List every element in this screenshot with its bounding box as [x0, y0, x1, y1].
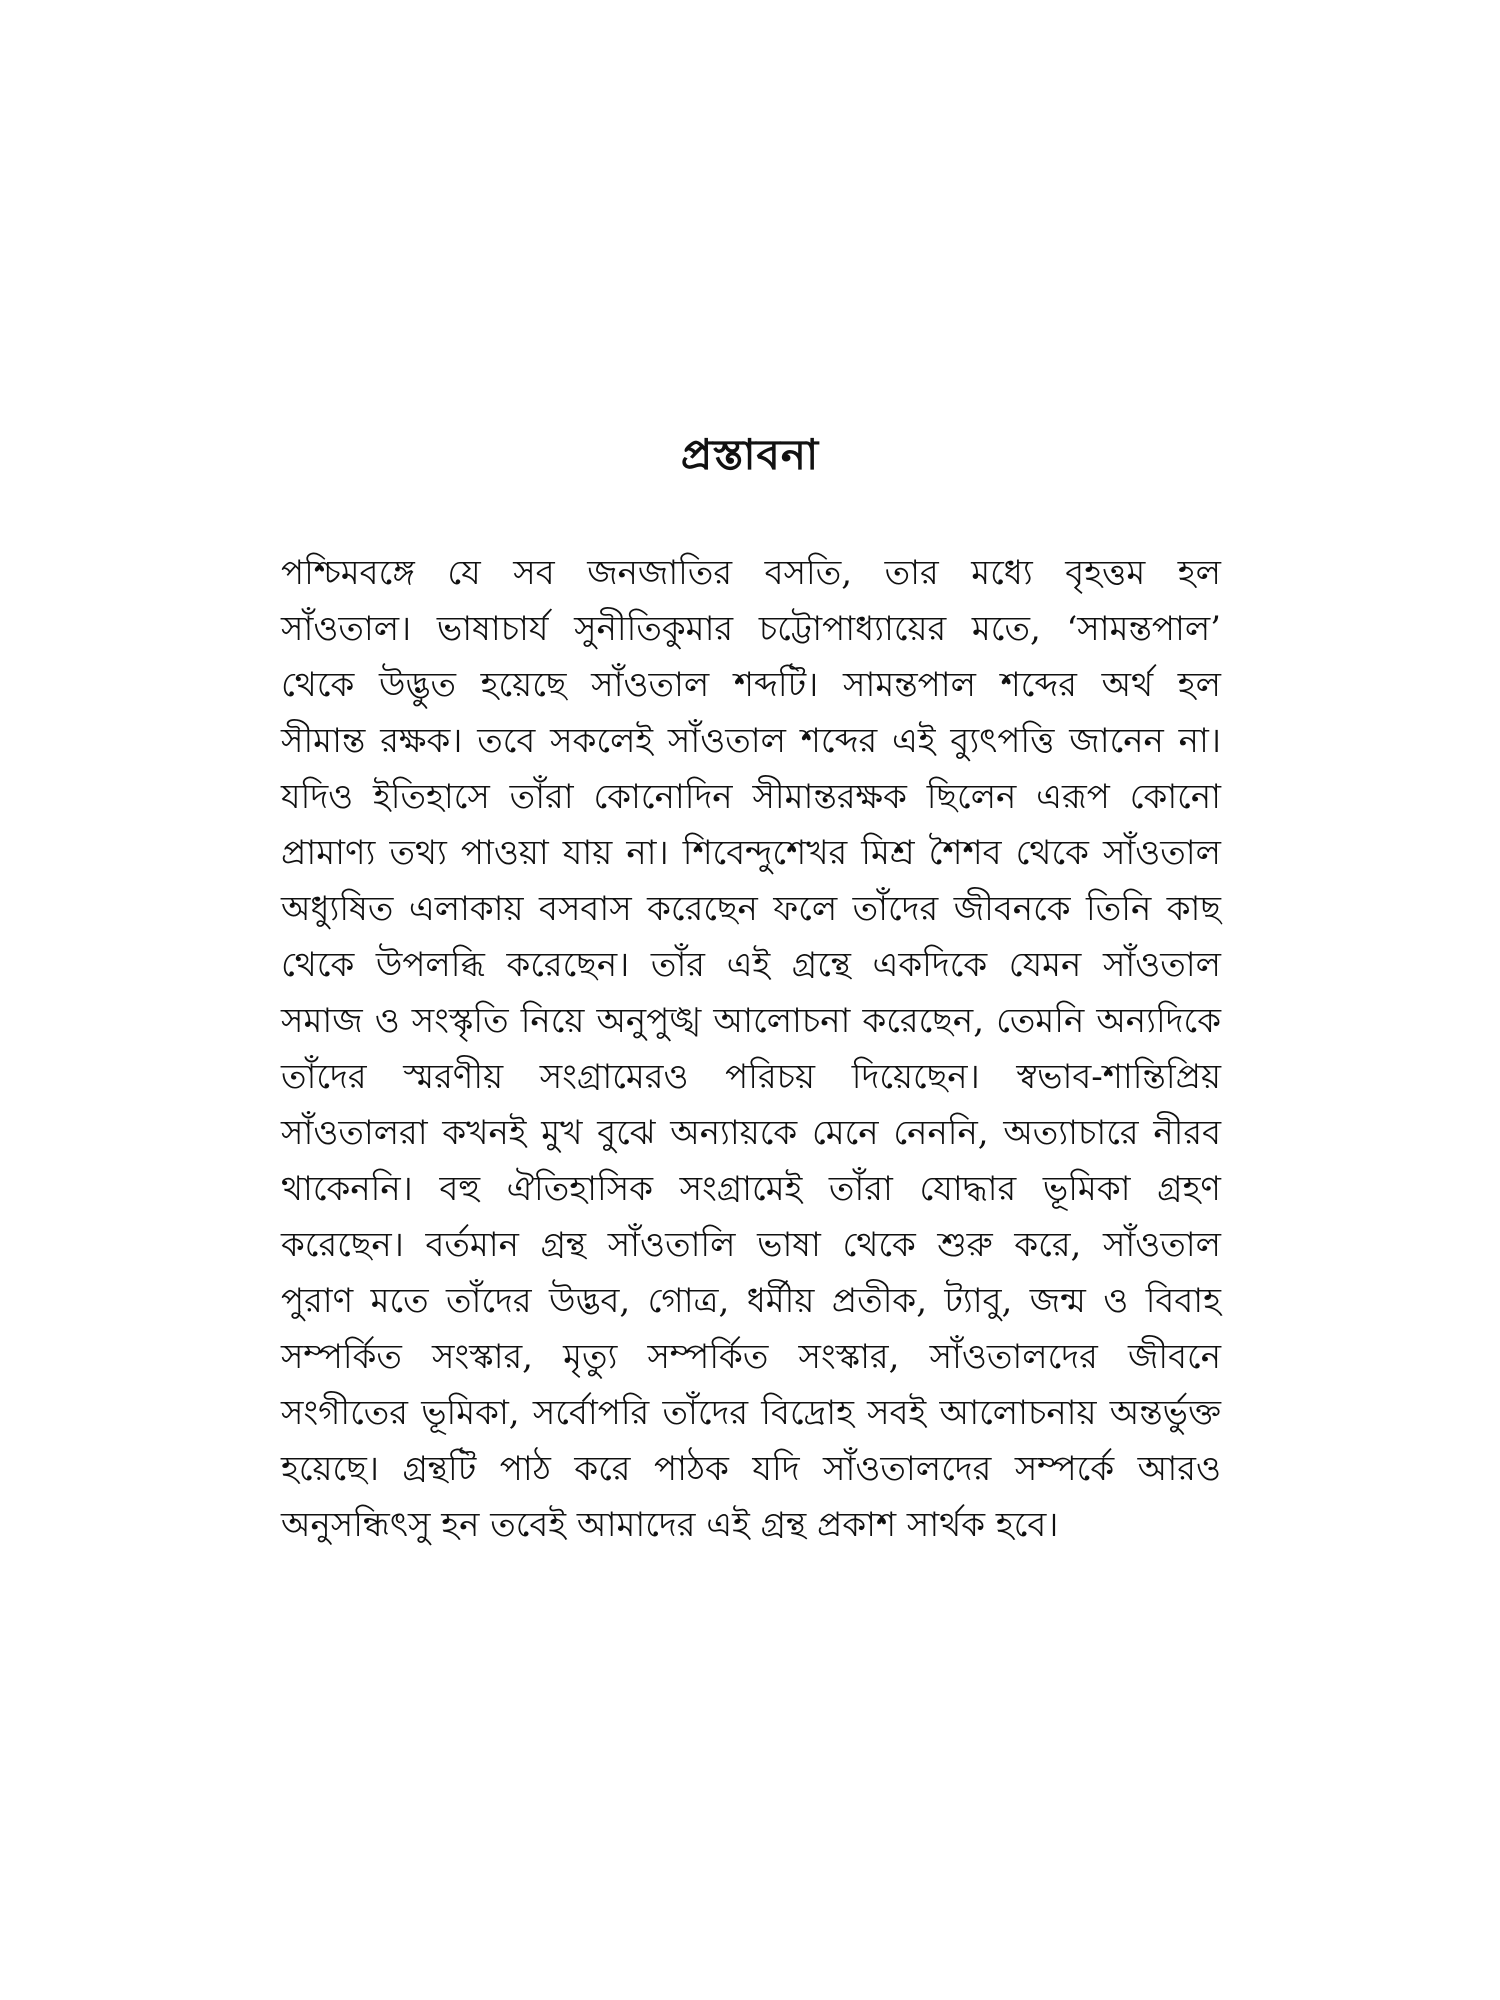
paragraph-line: অধ্যুষিত এলাকায় বসবাস করেছেন ফলে তাঁদের জীবনকে তিনি কাছ	[281, 889, 1221, 929]
paragraph-line: সীমান্ত রক্ষক। তবে সকলেই সাঁওতাল শব্দের এই ব্যুৎপত্তি জানেন না।	[281, 721, 1221, 761]
paragraph-line: থাকেননি। বহু ঐতিহাসিক সংগ্রামেই তাঁরা যোদ্ধার ভূমিকা গ্রহণ	[281, 1169, 1221, 1209]
paragraph-line: থেকে উদ্ভুত হয়েছে সাঁওতাল শব্দটি। সামন্তপাল শব্দের অর্থ হল	[281, 665, 1221, 705]
paragraph-line: অনুসন্ধিৎসু হন তবেই আমাদের এই গ্রন্থ প্রকাশ সার্থক হবে।	[281, 1505, 1059, 1545]
paragraph-line: সমাজ ও সংস্কৃতি নিয়ে অনুপুঙ্খ আলোচনা করেছেন, তেমনি অন্যদিকে	[281, 1001, 1221, 1041]
paragraph-line: সাঁওতাল। ভাষাচার্য সুনীতিকুমার চট্টোপাধ্যায়ের মতে, ‘সামন্তপাল’	[281, 609, 1221, 649]
paragraph-line: প্রামাণ্য তথ্য পাওয়া যায় না। শিবেন্দুশেখর মিশ্র শৈশব থেকে সাঁওতাল	[281, 833, 1221, 873]
paragraph-line: পুরাণ মতে তাঁদের উদ্ভব, গোত্র, ধর্মীয় প্রতীক, ট্যাবু, জন্ম ও বিবাহ	[281, 1281, 1221, 1321]
body-paragraph	[281, 545, 1221, 1553]
paragraph-line: সংগীতের ভূমিকা, সর্বোপরি তাঁদের বিদ্রোহ সবই আলোচনায় অন্তর্ভুক্ত	[281, 1393, 1221, 1433]
paragraph-line: সম্পর্কিত সংস্কার, মৃত্যু সম্পর্কিত সংস্কার, সাঁওতালদের জীবনে	[281, 1337, 1221, 1377]
paragraph-line: থেকে উপলব্ধি করেছেন। তাঁর এই গ্রন্থে একদিকে যেমন সাঁওতাল	[281, 945, 1221, 985]
paragraph-line: হয়েছে। গ্রন্থটি পাঠ করে পাঠক যদি সাঁওতালদের সম্পর্কে আরও	[281, 1449, 1221, 1489]
page-title: প্রস্তাবনা	[680, 430, 820, 479]
paragraph-line: পশ্চিমবঙ্গে যে সব জনজাতির বসতি, তার মধ্যে বৃহত্তম হল	[281, 553, 1221, 593]
paragraph-line: করেছেন। বর্তমান গ্রন্থ সাঁওতালি ভাষা থেকে শুরু করে, সাঁওতাল	[281, 1225, 1221, 1265]
paragraph-line: যদিও ইতিহাসে তাঁরা কোনোদিন সীমান্তরক্ষক ছিলেন এরূপ কোনো	[281, 777, 1221, 817]
paragraph-line: সাঁওতালরা কখনই মুখ বুঝে অন্যায়কে মেনে নেননি, অত্যাচারে নীরব	[281, 1113, 1221, 1153]
paragraph-line: তাঁদের স্মরণীয় সংগ্রামেরও পরিচয় দিয়েছেন। স্বভাব-শান্তিপ্রিয়	[281, 1057, 1221, 1097]
